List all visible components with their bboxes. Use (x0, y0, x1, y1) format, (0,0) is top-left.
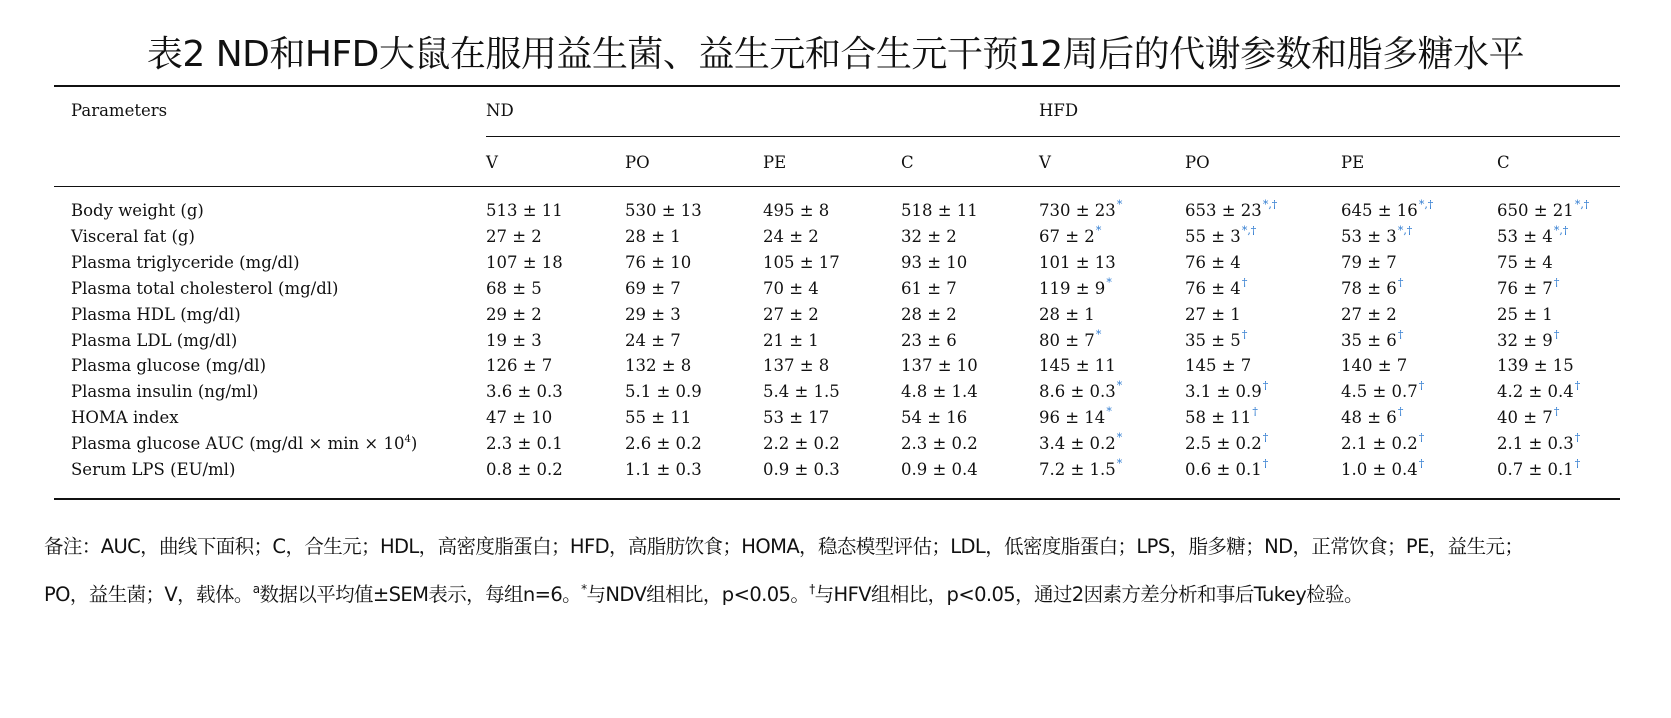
significance-marker: † (1252, 405, 1258, 419)
cell-value: 650 ± 21 (1497, 201, 1574, 220)
significance-marker: † (1418, 379, 1425, 393)
cell-value: 653 ± 23 (1185, 201, 1262, 220)
significance-marker: * (1095, 223, 1102, 237)
cell-value: 126 ± 7 (486, 356, 553, 376)
table-cell (763, 356, 829, 376)
cell-value: 28 ± 2 (901, 304, 957, 324)
table-cell (763, 305, 819, 325)
table-cell (486, 253, 563, 273)
table-cell (625, 201, 702, 221)
table-cell (1341, 305, 1397, 325)
table-cell (1497, 275, 1560, 299)
top-rule (54, 85, 1620, 87)
group-header-hfd: HFD (1039, 101, 1079, 120)
table-cell (901, 253, 967, 273)
cell-value: 61 ± 7 (901, 278, 957, 298)
significance-marker: † (1262, 379, 1269, 393)
cell-value: 70 ± 4 (763, 278, 819, 298)
cell-value: 530 ± 13 (625, 201, 702, 220)
table-cell (1341, 223, 1413, 247)
significance-marker: † (1397, 275, 1404, 289)
cell-value: 27 ± 1 (1185, 304, 1241, 324)
cell-value: 54 ± 16 (901, 408, 968, 428)
table-cell (486, 227, 542, 247)
table-cell (1341, 198, 1434, 221)
cell-value: 93 ± 10 (901, 252, 968, 272)
footnote-data-desc: 数据以平均值±SEM表示，每组n=6。 (259, 583, 582, 606)
row-label (71, 227, 195, 247)
table-cell (625, 408, 691, 428)
row-label-text: Plasma glucose (mg/dl) (71, 356, 267, 376)
row-label (71, 434, 417, 454)
cell-value: 55 ± 11 (625, 408, 692, 428)
row-label-text: Plasma insulin (ng/ml) (71, 382, 259, 402)
table-cell (1341, 379, 1425, 402)
significance-marker: † (1553, 327, 1560, 341)
significance-marker: * (1106, 405, 1112, 419)
cell-value: 645 ± 16 (1341, 201, 1418, 220)
header-rule (54, 186, 1620, 187)
table-cell (763, 331, 819, 351)
significance-marker: *,† (1418, 198, 1434, 211)
cell-value: 101 ± 13 (1039, 252, 1116, 272)
table-cell (763, 227, 819, 247)
cell-value: 58 ± 11 (1185, 408, 1252, 428)
table-cell (901, 201, 978, 221)
row-label-text: Visceral fat (g) (71, 226, 195, 246)
footnote-star-desc: 与NDV组相比，p<0.05。 (586, 583, 810, 606)
cell-value: 0.7 ± 0.1 (1497, 460, 1574, 479)
column-header: PO (1185, 153, 1210, 172)
cell-value: 21 ± 1 (763, 330, 819, 350)
cell-value: 119 ± 9 (1039, 278, 1106, 298)
cell-value: 32 ± 2 (901, 226, 957, 246)
table-cell (901, 408, 967, 428)
cell-value: 27 ± 2 (763, 304, 819, 324)
cell-value: 35 ± 5 (1185, 330, 1241, 350)
table-cell (1039, 275, 1112, 299)
significance-marker: *,† (1397, 223, 1413, 237)
cell-value: 0.9 ± 0.4 (901, 460, 978, 479)
table-cell (1039, 405, 1112, 428)
significance-marker: † (1553, 275, 1560, 289)
cell-value: 47 ± 10 (486, 408, 553, 428)
significance-marker: *,† (1553, 223, 1569, 237)
table-cell (1039, 305, 1095, 325)
table-cell (486, 382, 563, 402)
table-cell (1039, 356, 1116, 376)
significance-marker: * (1116, 457, 1123, 470)
cell-value: 76 ± 4 (1185, 278, 1241, 298)
table-cell (1039, 379, 1123, 402)
table-cell (1039, 198, 1123, 221)
cell-value: 19 ± 3 (486, 330, 542, 350)
cell-value: 29 ± 2 (486, 304, 542, 324)
cell-value: 76 ± 10 (625, 252, 692, 272)
row-label-tail: ) (410, 434, 418, 454)
cell-value: 25 ± 1 (1497, 304, 1553, 324)
significance-marker: * (1116, 198, 1123, 211)
table-cell (1497, 305, 1553, 325)
table-cell (1185, 457, 1269, 480)
cell-value: 137 ± 10 (901, 356, 978, 376)
cell-value: 107 ± 18 (486, 252, 563, 272)
footnote-mark-a: a (252, 582, 260, 596)
cell-value: 139 ± 15 (1497, 356, 1574, 376)
table-cell (625, 279, 681, 299)
cell-value: 2.6 ± 0.2 (625, 434, 702, 454)
significance-marker: † (1241, 327, 1248, 341)
parameters-header: Parameters (71, 101, 168, 120)
table-cell (1185, 327, 1248, 351)
row-label (71, 382, 258, 402)
row-label-text: Plasma HDL (mg/dl) (71, 304, 241, 324)
table-cell (1185, 223, 1257, 247)
cell-value: 53 ± 17 (763, 408, 830, 428)
row-label (71, 305, 241, 325)
cell-value: 132 ± 8 (625, 356, 692, 376)
table-cell (901, 227, 957, 247)
significance-marker: † (1241, 275, 1248, 289)
cell-value: 75 ± 4 (1497, 252, 1553, 272)
cell-value: 2.2 ± 0.2 (763, 434, 840, 454)
significance-marker: *,† (1262, 198, 1278, 211)
column-header: C (901, 153, 914, 172)
cell-value: 55 ± 3 (1185, 226, 1241, 246)
table-cell (1185, 431, 1269, 454)
bottom-rule (54, 498, 1620, 500)
cell-value: 137 ± 8 (763, 356, 830, 376)
table-cell (1341, 356, 1407, 376)
footnote-dagger-desc: 与HFV组相比，p<0.05，通过2因素方差分析和事后Tukey检验。 (814, 583, 1363, 606)
table-cell (1497, 356, 1574, 376)
table-cell (486, 279, 542, 299)
table-cell (901, 434, 978, 454)
table-cell (1185, 379, 1269, 402)
table-cell (486, 331, 542, 351)
cell-value: 29 ± 3 (625, 304, 681, 324)
table-cell (1039, 223, 1102, 247)
cell-value: 80 ± 7 (1039, 330, 1095, 350)
table-cell (1497, 327, 1560, 351)
row-label-text: HOMA index (71, 408, 179, 428)
table-cell (486, 408, 552, 428)
table-cell (1497, 379, 1581, 402)
column-header: PE (1341, 153, 1365, 172)
cell-value: 730 ± 23 (1039, 201, 1116, 220)
table-cell (1185, 275, 1248, 299)
table-title: 表2 ND和HFD大鼠在服用益生菌、益生元和合生元干预12周后的代谢参数和脂多糖水平 (146, 34, 1525, 75)
table-cell (1185, 356, 1251, 376)
row-label-text: Plasma LDL (mg/dl) (71, 330, 238, 350)
table-cell (1341, 457, 1425, 480)
table-cell (486, 201, 563, 221)
table-cell (625, 227, 681, 247)
significance-marker: * (1116, 431, 1123, 445)
cell-value: 4.2 ± 0.4 (1497, 382, 1574, 402)
cell-value: 79 ± 7 (1341, 252, 1397, 272)
table-cell (625, 382, 702, 402)
footnote-mark-dagger: † (809, 582, 815, 596)
table-cell (625, 331, 681, 351)
table-cell (1497, 431, 1581, 454)
table-cell (1039, 253, 1116, 273)
row-label (71, 279, 339, 299)
column-header: V (486, 153, 498, 172)
cell-value: 5.1 ± 0.9 (625, 382, 702, 402)
cell-value: 67 ± 2 (1039, 226, 1095, 246)
table-cell (486, 305, 542, 325)
cell-value: 0.8 ± 0.2 (486, 460, 563, 479)
cell-value: 105 ± 17 (763, 252, 840, 272)
row-label-text: Plasma glucose AUC (mg/dl × min × 10 (71, 434, 405, 454)
table-cell (625, 305, 681, 325)
footnote-abbrev-end: PO，益生菌；V，载体。 (44, 583, 253, 606)
table-cell (763, 434, 840, 454)
cell-value: 518 ± 11 (901, 201, 978, 220)
cell-value: 78 ± 6 (1341, 278, 1397, 298)
cell-value: 40 ± 7 (1497, 408, 1553, 428)
table-cell (1185, 253, 1241, 273)
table-cell (763, 253, 840, 273)
cell-value: 96 ± 14 (1039, 408, 1106, 428)
table-cell (1039, 431, 1123, 454)
row-label (71, 253, 300, 273)
table-cell (625, 434, 702, 454)
significance-marker: † (1262, 431, 1269, 445)
table-cell (1497, 223, 1569, 247)
cell-value: 24 ± 2 (763, 226, 819, 246)
cell-value: 1.1 ± 0.3 (625, 460, 702, 479)
table-cell (1341, 275, 1404, 299)
table-cell (1341, 431, 1425, 454)
significance-marker: † (1574, 457, 1581, 470)
significance-marker: * (1116, 379, 1123, 393)
cell-value: 513 ± 11 (486, 201, 563, 220)
table-cell (1341, 253, 1397, 273)
footnote-mark-star: * (581, 582, 587, 596)
cell-value: 48 ± 6 (1341, 408, 1397, 428)
table-cell (1341, 405, 1404, 428)
table-cell (1039, 457, 1123, 480)
table-cell (763, 201, 829, 221)
cell-value: 53 ± 4 (1497, 226, 1553, 246)
column-header: PO (625, 153, 650, 172)
cell-value: 27 ± 2 (1341, 304, 1397, 324)
row-label (71, 331, 237, 351)
cell-value: 24 ± 7 (625, 330, 681, 350)
row-label (71, 408, 179, 428)
row-label (71, 356, 266, 376)
table-cell (901, 356, 978, 376)
table-cell (763, 460, 840, 480)
table-cell (1497, 253, 1553, 273)
row-label (71, 201, 204, 221)
cell-value: 3.6 ± 0.3 (486, 382, 563, 402)
table-cell (1185, 198, 1278, 221)
table-cell (625, 356, 691, 376)
cell-value: 2.5 ± 0.2 (1185, 434, 1262, 454)
table-cell (763, 408, 829, 428)
table-cell (901, 460, 978, 480)
cell-value: 7.2 ± 1.5 (1039, 460, 1116, 479)
significance-marker: † (1574, 431, 1581, 445)
table-cell (901, 279, 957, 299)
cell-value: 2.3 ± 0.2 (901, 434, 978, 454)
cell-value: 5.4 ± 1.5 (763, 382, 840, 402)
row-label-text: Body weight (g) (71, 201, 204, 220)
group-underline (486, 136, 1620, 137)
cell-value: 4.8 ± 1.4 (901, 382, 978, 402)
group-header-nd: ND (486, 101, 514, 120)
footnote-line-2 (44, 579, 1363, 607)
table-cell (486, 434, 563, 454)
significance-marker: † (1397, 405, 1404, 419)
table-cell (486, 356, 552, 376)
significance-marker: *,† (1241, 223, 1257, 237)
significance-marker: * (1106, 275, 1112, 289)
significance-marker: * (1095, 327, 1102, 341)
cell-value: 145 ± 7 (1185, 356, 1252, 376)
row-label-exponent: 4 (404, 434, 411, 446)
table-cell (1497, 457, 1581, 480)
cell-value: 2.3 ± 0.1 (486, 434, 563, 454)
row-label-text: Plasma total cholesterol (mg/dl) (71, 278, 339, 298)
significance-marker: † (1418, 457, 1425, 470)
column-header: C (1497, 153, 1510, 172)
row-label-text: Plasma triglyceride (mg/dl) (71, 252, 300, 272)
cell-value: 53 ± 3 (1341, 226, 1397, 246)
cell-value: 3.4 ± 0.2 (1039, 434, 1116, 454)
cell-value: 2.1 ± 0.3 (1497, 434, 1574, 454)
cell-value: 0.9 ± 0.3 (763, 460, 840, 479)
cell-value: 23 ± 6 (901, 330, 957, 350)
cell-value: 145 ± 11 (1039, 356, 1116, 376)
cell-value: 495 ± 8 (763, 201, 830, 220)
table-cell (625, 460, 702, 480)
cell-value: 32 ± 9 (1497, 330, 1553, 350)
column-header: PE (763, 153, 787, 172)
cell-value: 27 ± 2 (486, 226, 542, 246)
cell-value: 76 ± 7 (1497, 278, 1553, 298)
cell-value: 35 ± 6 (1341, 330, 1397, 350)
significance-marker: † (1262, 457, 1269, 470)
table-cell (1185, 405, 1258, 428)
table-cell (1497, 405, 1560, 428)
cell-value: 28 ± 1 (625, 226, 681, 246)
column-header: V (1039, 153, 1051, 172)
significance-marker: † (1418, 431, 1425, 445)
cell-value: 2.1 ± 0.2 (1341, 434, 1418, 454)
table-cell (901, 382, 978, 402)
significance-marker: *,† (1574, 198, 1590, 211)
cell-value: 3.1 ± 0.9 (1185, 382, 1262, 402)
table-cell (763, 382, 840, 402)
table-cell (763, 279, 819, 299)
table-cell (625, 253, 691, 273)
significance-marker: † (1397, 327, 1404, 341)
cell-value: 1.0 ± 0.4 (1341, 460, 1418, 479)
cell-value: 0.6 ± 0.1 (1185, 460, 1262, 479)
table-cell (901, 305, 957, 325)
table-cell (486, 460, 563, 480)
cell-value: 4.5 ± 0.7 (1341, 382, 1418, 402)
footnote-line-1: 备注：AUC，曲线下面积；C，合生元；HDL，高密度脂蛋白；HFD，高脂肪饮食；HOMA，稳态模型评估；LDL，低密度脂蛋白；LPS，脂多糖；ND，正常饮食；PE，益生元； (44, 535, 1524, 558)
significance-marker: † (1574, 379, 1581, 393)
significance-marker: † (1553, 405, 1560, 419)
cell-value: 68 ± 5 (486, 278, 542, 298)
table-cell (1185, 305, 1241, 325)
row-label (71, 460, 235, 480)
cell-value: 76 ± 4 (1185, 252, 1241, 272)
table-cell (1039, 327, 1102, 351)
cell-value: 8.6 ± 0.3 (1039, 382, 1116, 402)
cell-value: 28 ± 1 (1039, 304, 1095, 324)
cell-value: 69 ± 7 (625, 278, 681, 298)
table-cell (901, 331, 957, 351)
table-cell (1341, 327, 1404, 351)
table-cell (1497, 198, 1590, 221)
cell-value: 140 ± 7 (1341, 356, 1408, 376)
row-label-text: Serum LPS (EU/ml) (71, 460, 236, 479)
